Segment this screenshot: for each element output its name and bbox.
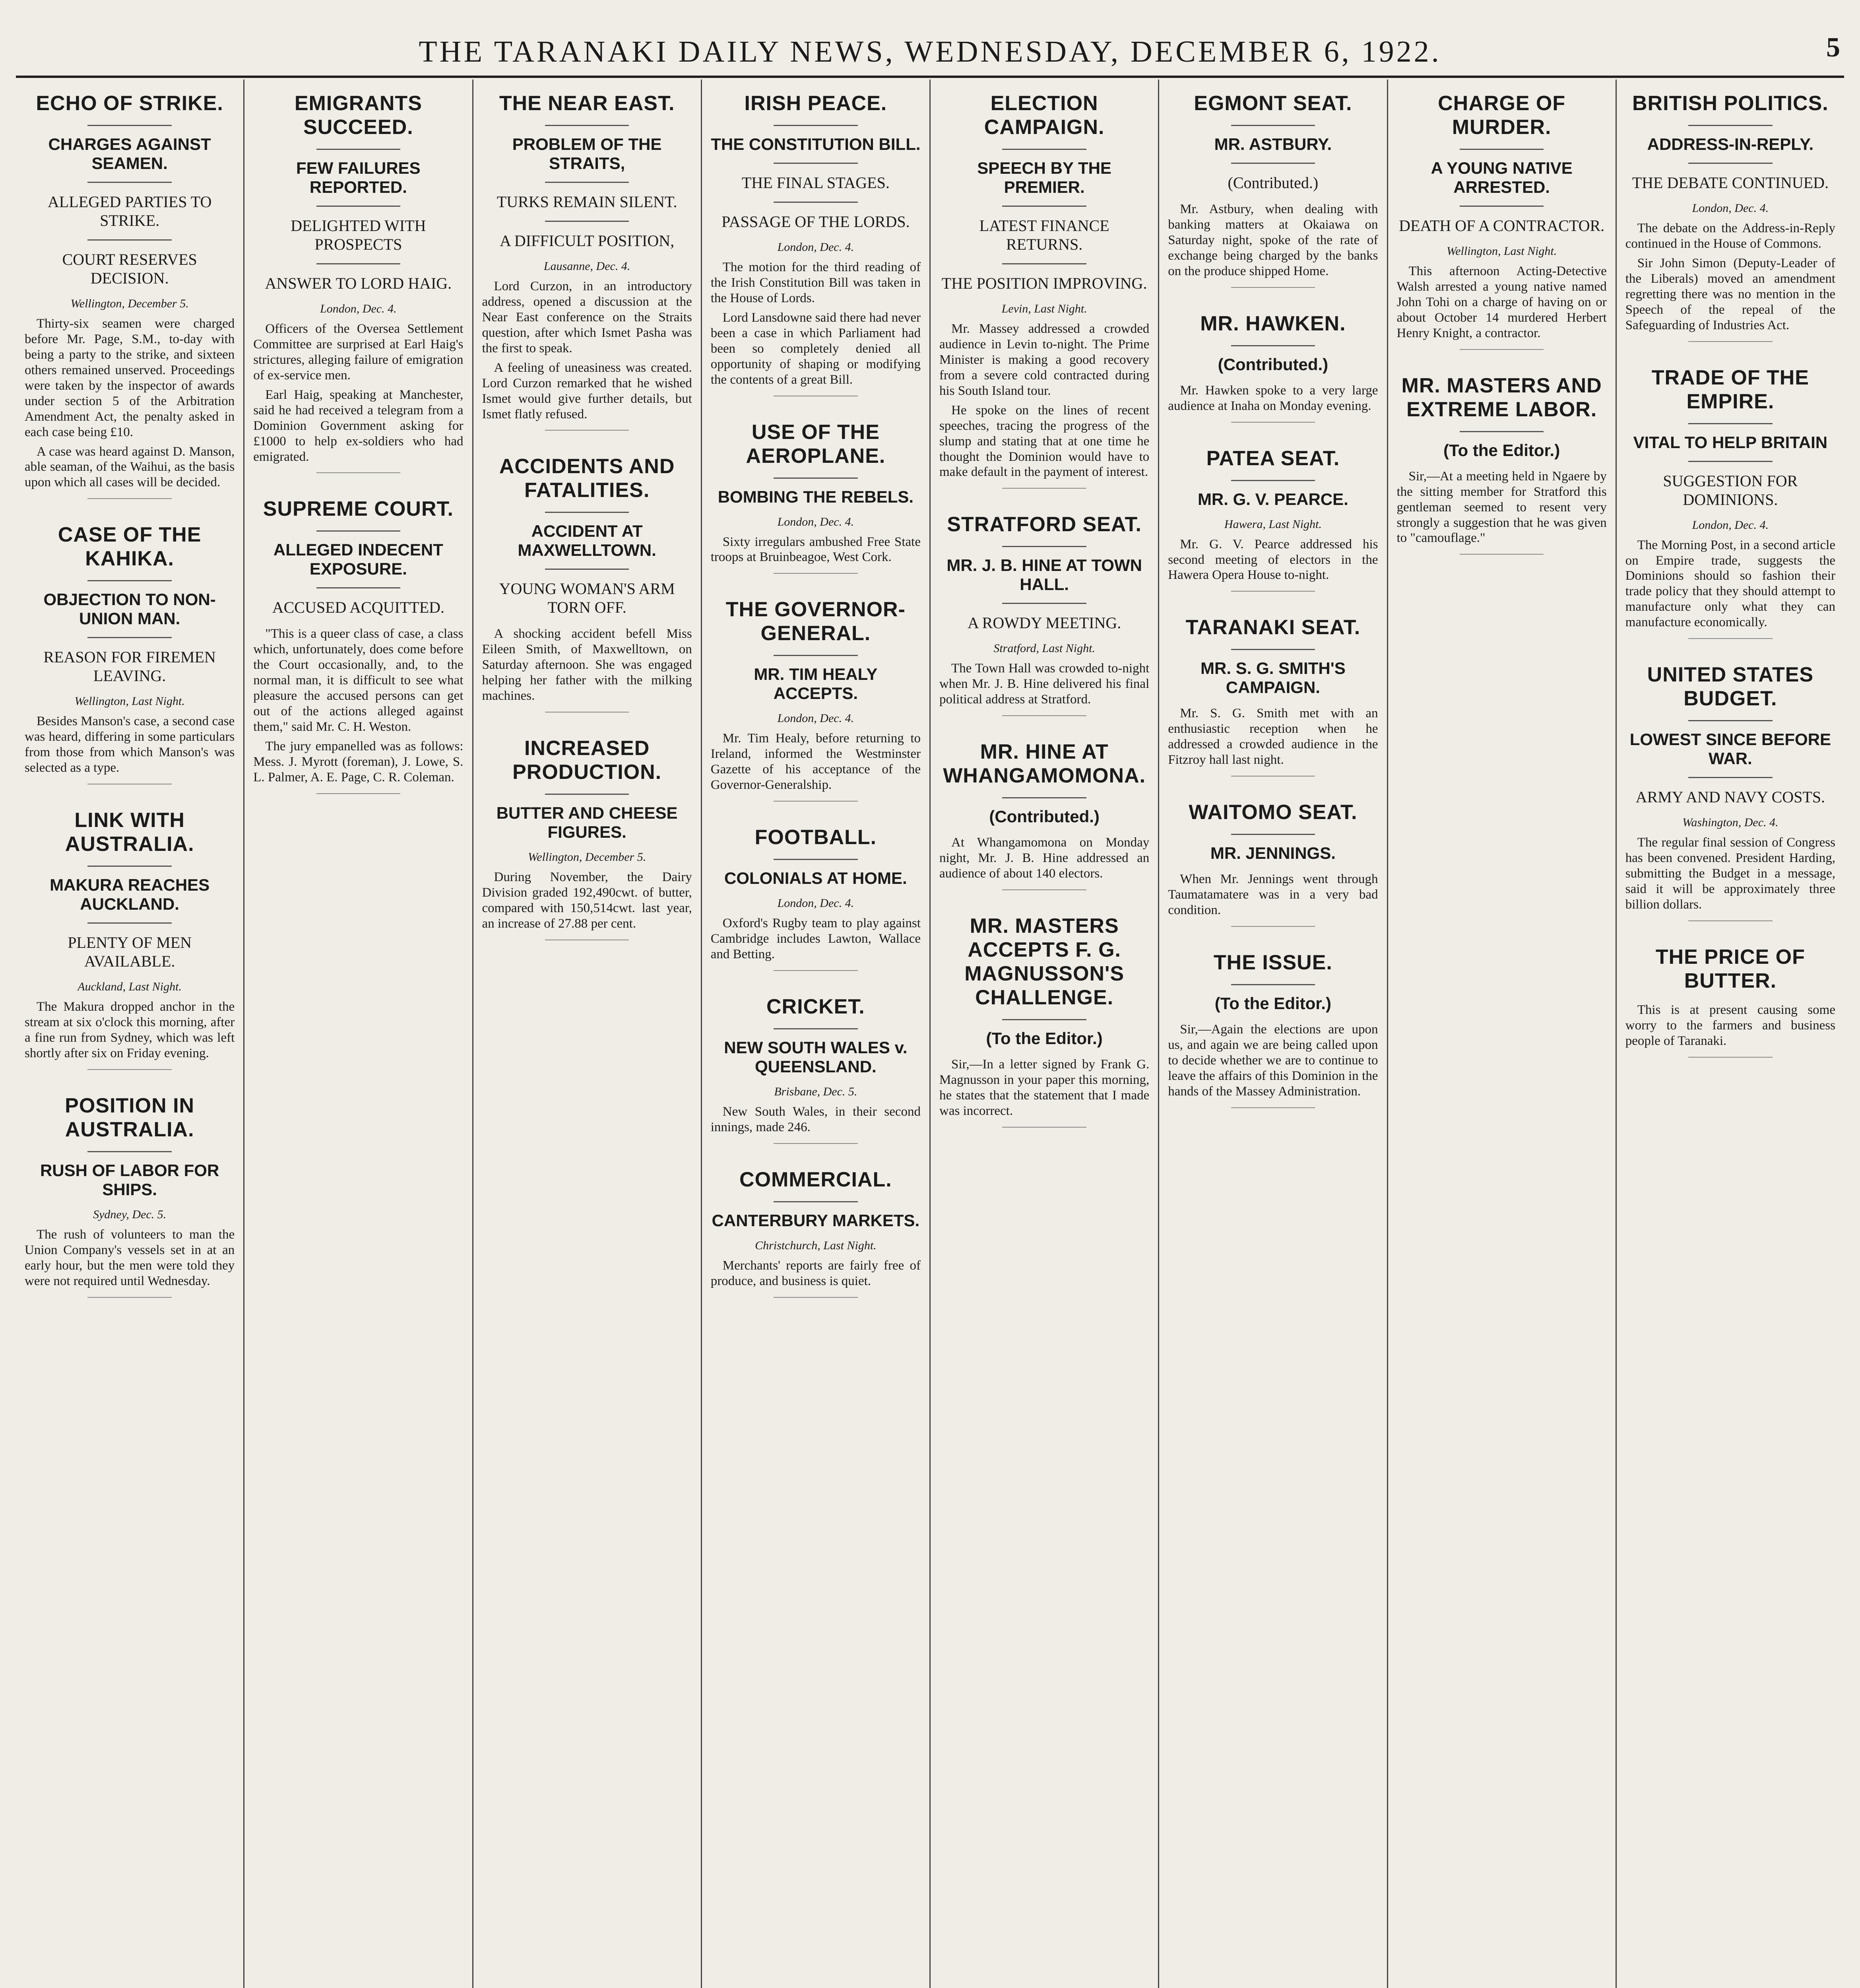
article-paragraph: Mr. Massey addressed a crowded audience in Levin to-night. The Prime Minister is making a good recovery from a severe cold contracted during his South Island tour. [939,322,1150,398]
article-paragraph: This is at present causing some worry to the farmers and business people of Taranaki. [1625,1002,1835,1048]
article-headline: SUPREME COURT. [263,497,454,521]
article-headline: MR. MASTERS AND EXTREME LABOR. [1401,374,1602,421]
article-separator [774,970,857,983]
divider [87,922,171,924]
article-headline: LINK WITH AUSTRALIA. [65,809,194,856]
divider [1231,649,1315,650]
divider [87,182,171,183]
article-subheading: ALLEGED INDECENT EXPOSURE. [273,540,443,579]
divider [1231,125,1315,126]
column-7 [1388,80,1617,1988]
article-separator [1231,1107,1315,1120]
column-1 [16,80,244,1988]
divider [316,149,400,150]
article-subheading: (To the Editor.) [1443,441,1560,460]
article-dateline: Wellington, Last Night. [1446,245,1557,258]
article-headline: THE GOVERNOR-GENERAL. [725,598,906,645]
article-paragraph: The Town Hall was crowded to-night when Mr. J. B. Hine delivered his final political address at Stratford. [939,661,1150,707]
divider [774,1028,857,1029]
article-paragraph: Officers of the Oversea Settlement Committee are surprised at Earl Haig's strictures, alleging failure of emigration of ex-service men. [253,322,464,382]
article-dateline: Brisbane, Dec. 5. [774,1085,857,1098]
article-paragraph: The rush of volunteers to man the Union Company's vessels set in at an early hour, but the men were told they were not required until Wednesday. [25,1227,235,1288]
article-subheading: (To the Editor.) [986,1029,1103,1048]
article-subheading: RUSH OF LABOR FOR SHIPS. [40,1161,219,1199]
divider [1460,149,1544,150]
article-paragraph: Merchants' reports are fairly free of produce, and business is quiet. [710,1258,921,1288]
article-subheading: LOWEST SINCE BEFORE WAR. [1629,730,1831,768]
article-paragraph: Mr. G. V. Pearce addressed his second meeting of electors in the Hawera Opera House to-night. [1168,537,1378,582]
article-subheading: (Contributed.) [1218,355,1329,374]
article-separator [316,793,400,806]
article-dateline: Wellington, December 5. [528,850,646,864]
divider [87,1151,171,1152]
article-paragraph: The motion for the third reading of the Irish Constitution Bill was taken in the House of Lords. [710,260,921,305]
divider [1688,461,1772,462]
article-paragraph: During November, the Dairy Division graded 192,490cwt. of butter, compared with 150,514cwt. last year, an increase of 27.88 per cent. [482,870,692,931]
divider [87,637,171,638]
divider [316,587,400,588]
article-subheading: THE DEBATE CONTINUED. [1632,174,1829,192]
article-paragraph: A shocking accident befell Miss Eileen Smith, of Maxwelltown, on Saturday afternoon. She was engaged helping her father with the milking machines. [482,627,692,703]
article-headline: COMMERCIAL. [739,1168,892,1191]
article-separator [87,1069,171,1082]
article-headline: THE NEAR EAST. [499,92,675,115]
article-subheading: PASSAGE OF THE LORDS. [722,213,910,231]
article-paragraph: The jury empanelled was as follows: Mess. J. Myrott (foreman), J. Lowe, S. L. Palmer, A. E. Page, C. R. Coleman. [253,739,464,784]
article-paragraph: He spoke on the lines of recent speeches, tracing the progress of the slump and stating that at one time he thought the Dominion would have to make default in the payment of interest. [939,403,1150,480]
article-separator [1002,488,1086,501]
article-separator [316,472,400,485]
article-dateline: Wellington, December 5. [70,297,189,310]
divider [87,125,171,126]
divider [545,569,629,570]
article-dateline: Levin, Last Night. [1001,302,1087,315]
divider [1002,546,1086,547]
divider [316,530,400,532]
article-paragraph: Mr. Hawken spoke to a very large audience at Inaha on Monday evening. [1168,383,1378,413]
article-subheading: THE FINAL STAGES. [741,174,890,192]
article-headline: CHARGE OF MURDER. [1438,92,1566,139]
article-headline: MR. MASTERS ACCEPTS F. G. MAGNUSSON'S CHALLENGE. [964,914,1125,1009]
article-headline: EMIGRANTS SUCCEED. [294,92,422,139]
article-headline: THE ISSUE. [1213,951,1332,974]
article-separator [1002,1127,1086,1140]
article-subheading: ARMY AND NAVY COSTS. [1635,788,1825,806]
divider [1231,345,1315,346]
article-headline: MR. HAWKEN. [1200,312,1346,335]
article-paragraph: The regular final session of Congress has been convened. President Harding, submitting the Budget in a message, said it will be approximately three billion dollars. [1625,835,1835,912]
article-paragraph: Sir,—At a meeting held in Ngaere by the sitting member for Stratford this gentleman seemed to resent very strongly a suggestion that he was given to "camouflage." [1396,469,1607,546]
column-5 [931,80,1159,1988]
article-headline: INCREASED PRODUCTION. [512,737,662,784]
column-3 [473,80,702,1988]
column-4 [702,80,931,1988]
article-paragraph: Sir,—Again the elections are upon us, and again we are being called upon to decide whether we are to continue to leave the affairs of this Dominion in the hands of the Massey Administration. [1168,1022,1378,1099]
article-paragraph: When Mr. Jennings went through Taumatamatere was in a very bad condition. [1168,872,1378,917]
article-subheading: A YOUNG NATIVE ARRESTED. [1431,159,1573,196]
article-subheading: NEW SOUTH WALES v. QUEENSLAND. [724,1038,908,1076]
article-paragraph: New South Wales, in their second innings, made 246. [710,1104,921,1134]
article-paragraph: A case was heard against D. Manson, able seaman, of the Waihui, as the basis upon which all cases will be decided. [25,444,235,490]
article-dateline: London, Dec. 4. [777,897,854,910]
article-paragraph: Mr. S. G. Smith met with an enthusiastic reception when he addressed a crowded audience in the Fitzroy hall last night. [1168,706,1378,767]
article-subheading: PROBLEM OF THE STRAITS, [512,135,662,173]
article-dateline: London, Dec. 4. [777,515,854,528]
article-dateline: Stratford, Last Night. [993,642,1095,655]
article-paragraph: Besides Manson's case, a second case was heard, differing in some particulars from those from which Manson's was selected as a type. [25,714,235,775]
article-headline: PATEA SEAT. [1206,447,1340,470]
article-separator [87,1297,171,1310]
divider [774,859,857,860]
article-dateline: London, Dec. 4. [777,712,854,725]
article-headline: TRADE OF THE EMPIRE. [1651,366,1809,413]
page-number: 5 [1826,32,1840,63]
article-subheading: COURT RESERVES DECISION. [62,250,197,287]
article-separator [774,1143,857,1156]
article-headline: USE OF THE AEROPLANE. [746,420,886,468]
article-separator [545,430,629,443]
divider [1002,797,1086,798]
divider [774,478,857,479]
article-separator [545,712,629,724]
divider [545,221,629,222]
divider [1688,163,1772,164]
article-subheading: DEATH OF A CONTRACTOR. [1399,217,1605,235]
article-subheading: ALLEGED PARTIES TO STRIKE. [47,193,212,229]
columns [16,80,1844,1988]
article-subheading: THE POSITION IMPROVING. [941,274,1147,292]
article-headline: POSITION IN AUSTRALIA. [65,1094,195,1141]
article-headline: CRICKET. [766,995,865,1018]
article-subheading: MR. S. G. SMITH'S CAMPAIGN. [1201,659,1346,697]
article-subheading: REASON FOR FIREMEN LEAVING. [43,648,216,685]
article-subheading: CHARGES AGAINST SEAMEN. [48,135,211,173]
divider [1002,1019,1086,1020]
divider [316,206,400,207]
article-headline: BRITISH POLITICS. [1632,92,1829,115]
article-subheading: (Contributed.) [1228,174,1319,192]
divider [1688,423,1772,424]
article-subheading: BOMBING THE REBELS. [718,487,914,506]
article-paragraph: Mr. Astbury, when dealing with banking matters at Okaiawa on Saturday night, spoke of the rate of exchange being charged by the banks on the produce shipped Home. [1168,202,1378,278]
divider [545,794,629,795]
divider [774,1201,857,1202]
divider [774,125,857,126]
divider [1231,834,1315,835]
article-dateline: London, Dec. 4. [777,241,854,254]
article-paragraph: This afternoon Acting-Detective Walsh arrested a young native named John Tohi on a charge of having on or about October 14 murdered Herbert Henry Knight, a contractor. [1396,264,1607,340]
divider [1002,206,1086,207]
article-subheading: (Contributed.) [989,807,1100,826]
divider [545,512,629,513]
article-separator [1231,287,1315,300]
article-paragraph: At Whangamomona on Monday night, Mr. J. B. Hine addressed an audience of about 140 electors. [939,835,1150,881]
column-6 [1159,80,1388,1988]
article-subheading: FEW FAILURES REPORTED. [296,159,421,196]
article-headline: MR. HINE AT WHANGAMOMONA. [943,740,1146,788]
article-separator [1460,554,1544,567]
article-paragraph: A feeling of uneasiness was created. Lord Curzon remarked that he wished Ismet would give further details, but Ismet flatly refused. [482,360,692,421]
article-subheading: SPEECH BY THE PREMIER. [977,159,1111,196]
article-dateline: Hawera, Last Night. [1224,517,1322,531]
article-separator [1002,715,1086,728]
divider [1460,206,1544,207]
article-separator [87,784,171,796]
article-subheading: LATEST FINANCE RETURNS. [979,217,1109,253]
article-subheading: A ROWDY MEETING. [968,614,1121,632]
article-paragraph: Earl Haig, speaking at Manchester, said he had received a telegram from a Dominion Government asking for £1000 to help ex-soldiers who had emigrated. [253,387,464,464]
article-separator [1231,591,1315,604]
article-headline: UNITED STATES BUDGET. [1647,663,1814,711]
article-dateline: Sydney, Dec. 5. [93,1208,167,1221]
article-subheading: (To the Editor.) [1214,994,1331,1013]
article-subheading: SUGGESTION FOR DOMINIONS. [1663,472,1798,509]
article-separator [774,801,857,813]
article-separator [1460,349,1544,362]
article-paragraph: Sixty irregulars ambushed Free State troops at Bruinbeagoe, West Cork. [710,534,921,565]
article-separator [1231,776,1315,788]
article-dateline: Washington, Dec. 4. [1682,816,1779,829]
article-dateline: Wellington, Last Night. [74,695,185,708]
article-paragraph: The debate on the Address-in-Reply continued in the House of Commons. [1625,221,1835,251]
article-paragraph: Thirty-six seamen were charged before Mr. Page, S.M., to-day with being a party to the strike, and sixteen others remained unserved. Proceedings were taken by the inspector of awards under section 5 of the Arbitration Amendment Act, the penalty asked in each case being £10. [25,316,235,439]
article-headline: EGMONT SEAT. [1194,92,1352,115]
article-separator [545,940,629,952]
divider [1002,603,1086,604]
article-headline: ECHO OF STRIKE. [36,92,223,115]
article-separator [1002,889,1086,902]
article-headline: FOOTBALL. [754,826,877,849]
column-8 [1617,80,1844,1988]
article-subheading: YOUNG WOMAN'S ARM TORN OFF. [499,580,675,617]
divider [87,580,171,581]
article-subheading: ACCIDENT AT MAXWELLTOWN. [518,522,656,560]
article-subheading: MR. G. V. PEARCE. [1197,489,1348,509]
article-dateline: London, Dec. 4. [1692,518,1769,532]
article-subheading: DELIGHTED WITH PROSPECTS [291,217,426,253]
article-dateline: Lausanne, Dec. 4. [543,260,630,273]
masthead [16,28,1844,78]
article-paragraph: The Morning Post, in a second article on Empire trade, suggests the Dominions should so fashion their trade policy that they should attempt to manufacture only what they can manufacture economically. [1625,538,1835,630]
article-separator [1688,638,1772,651]
article-dateline: Christchurch, Last Night. [755,1239,877,1252]
article-headline: ACCIDENTS AND FATALITIES. [499,455,675,502]
divider [774,163,857,164]
article-headline: IRISH PEACE. [744,92,887,115]
masthead-title: THE TARANAKI DAILY NEWS, WEDNESDAY, DECEMBER 6, 1922. [419,35,1441,68]
column-2 [244,80,473,1988]
article-subheading: MR. TIM HEALY ACCEPTS. [754,665,878,703]
article-separator [1231,926,1315,939]
article-separator [774,573,857,586]
divider [1002,149,1086,150]
article-subheading: MR. JENNINGS. [1210,844,1336,863]
article-headline: THE PRICE OF BUTTER. [1655,945,1805,992]
divider [87,239,171,241]
article-subheading: COLONIALS AT HOME. [724,869,907,888]
article-subheading: ACCUSED ACQUITTED. [272,598,445,617]
article-paragraph: Oxford's Rugby team to play against Cambridge includes Lawton, Wallace and Betting. [710,916,921,961]
article-headline: STRATFORD SEAT. [947,513,1142,536]
article-subheading: ANSWER TO LORD HAIG. [265,274,452,292]
divider [774,202,857,203]
article-subheading: ADDRESS-IN-REPLY. [1647,135,1814,153]
article-separator [1231,422,1315,435]
divider [774,655,857,656]
article-paragraph: Mr. Tim Healy, before returning to Ireland, informed the Westminster Gazette of his acceptance of the Governor-Generalship. [710,731,921,792]
article-paragraph: Lord Curzon, in an introductory address, opened a discussion at the Near East conference on the Straits question, after which Ismet Pasha was the first to speak. [482,279,692,355]
article-paragraph: "This is a queer class of case, a class which, unfortunately, does come before the Court occasionally, and, to the normal man, it is difficult to see what pleasure the accused persons can get out of the actions alleged against them," said Mr. C. H. Weston. [253,627,464,734]
divider [545,125,629,126]
article-subheading: TURKS REMAIN SILENT. [497,193,677,211]
divider [1460,431,1544,432]
divider [1002,263,1086,264]
article-subheading: PLENTY OF MEN AVAILABLE. [68,934,192,971]
article-headline: ELECTION CAMPAIGN. [984,92,1105,139]
divider [87,866,171,867]
divider [1688,720,1772,721]
article-separator [774,1297,857,1310]
divider [316,263,400,264]
article-subheading: MAKURA REACHES AUCKLAND. [50,876,210,914]
article-headline: TARANAKI SEAT. [1185,616,1361,639]
article-paragraph: The Makura dropped anchor in the stream at six o'clock this morning, after a fine run from Sydney, which was left shortly after six on Friday evening. [25,1000,235,1060]
article-dateline: London, Dec. 4. [1692,202,1769,215]
divider [1231,480,1315,481]
article-subheading: OBJECTION TO NON-UNION MAN. [43,590,216,628]
article-subheading: A DIFFICULT POSITION, [500,232,675,250]
article-subheading: VITAL TO HELP BRITAIN [1633,433,1828,452]
article-separator [774,396,857,408]
article-separator [1688,1057,1772,1070]
article-headline: CASE OF THE KAHIKA. [58,523,202,571]
article-dateline: London, Dec. 4. [320,302,397,315]
article-separator [1688,920,1772,933]
article-subheading: MR. J. B. HINE AT TOWN HALL. [946,556,1142,594]
divider [1231,163,1315,164]
article-subheading: CANTERBURY MARKETS. [712,1211,920,1230]
divider [545,182,629,183]
article-paragraph: Sir,—In a letter signed by Frank G. Magnusson in your paper this morning, he states that the statement that I made was incorrect. [939,1057,1150,1118]
article-subheading: MR. ASTBURY. [1214,135,1332,153]
article-subheading: THE CONSTITUTION BILL. [711,135,921,153]
article-paragraph: Sir John Simon (Deputy-Leader of the Liberals) moved an amendment regretting there was no mention in the Speech of the repeal of the Safeguarding of Industries Act. [1625,256,1835,332]
article-headline: WAITOMO SEAT. [1189,801,1358,824]
article-subheading: BUTTER AND CHEESE FIGURES. [496,804,678,842]
article-paragraph: Lord Lansdowne said there had never been a case in which Parliament had been so completely denied all opportunity of shaping or modifying the contents of a great Bill. [710,310,921,387]
article-separator [87,498,171,511]
article-dateline: Auckland, Last Night. [78,980,182,994]
article-separator [1688,341,1772,354]
divider [1688,777,1772,778]
divider [1231,984,1315,985]
divider [1688,125,1772,126]
